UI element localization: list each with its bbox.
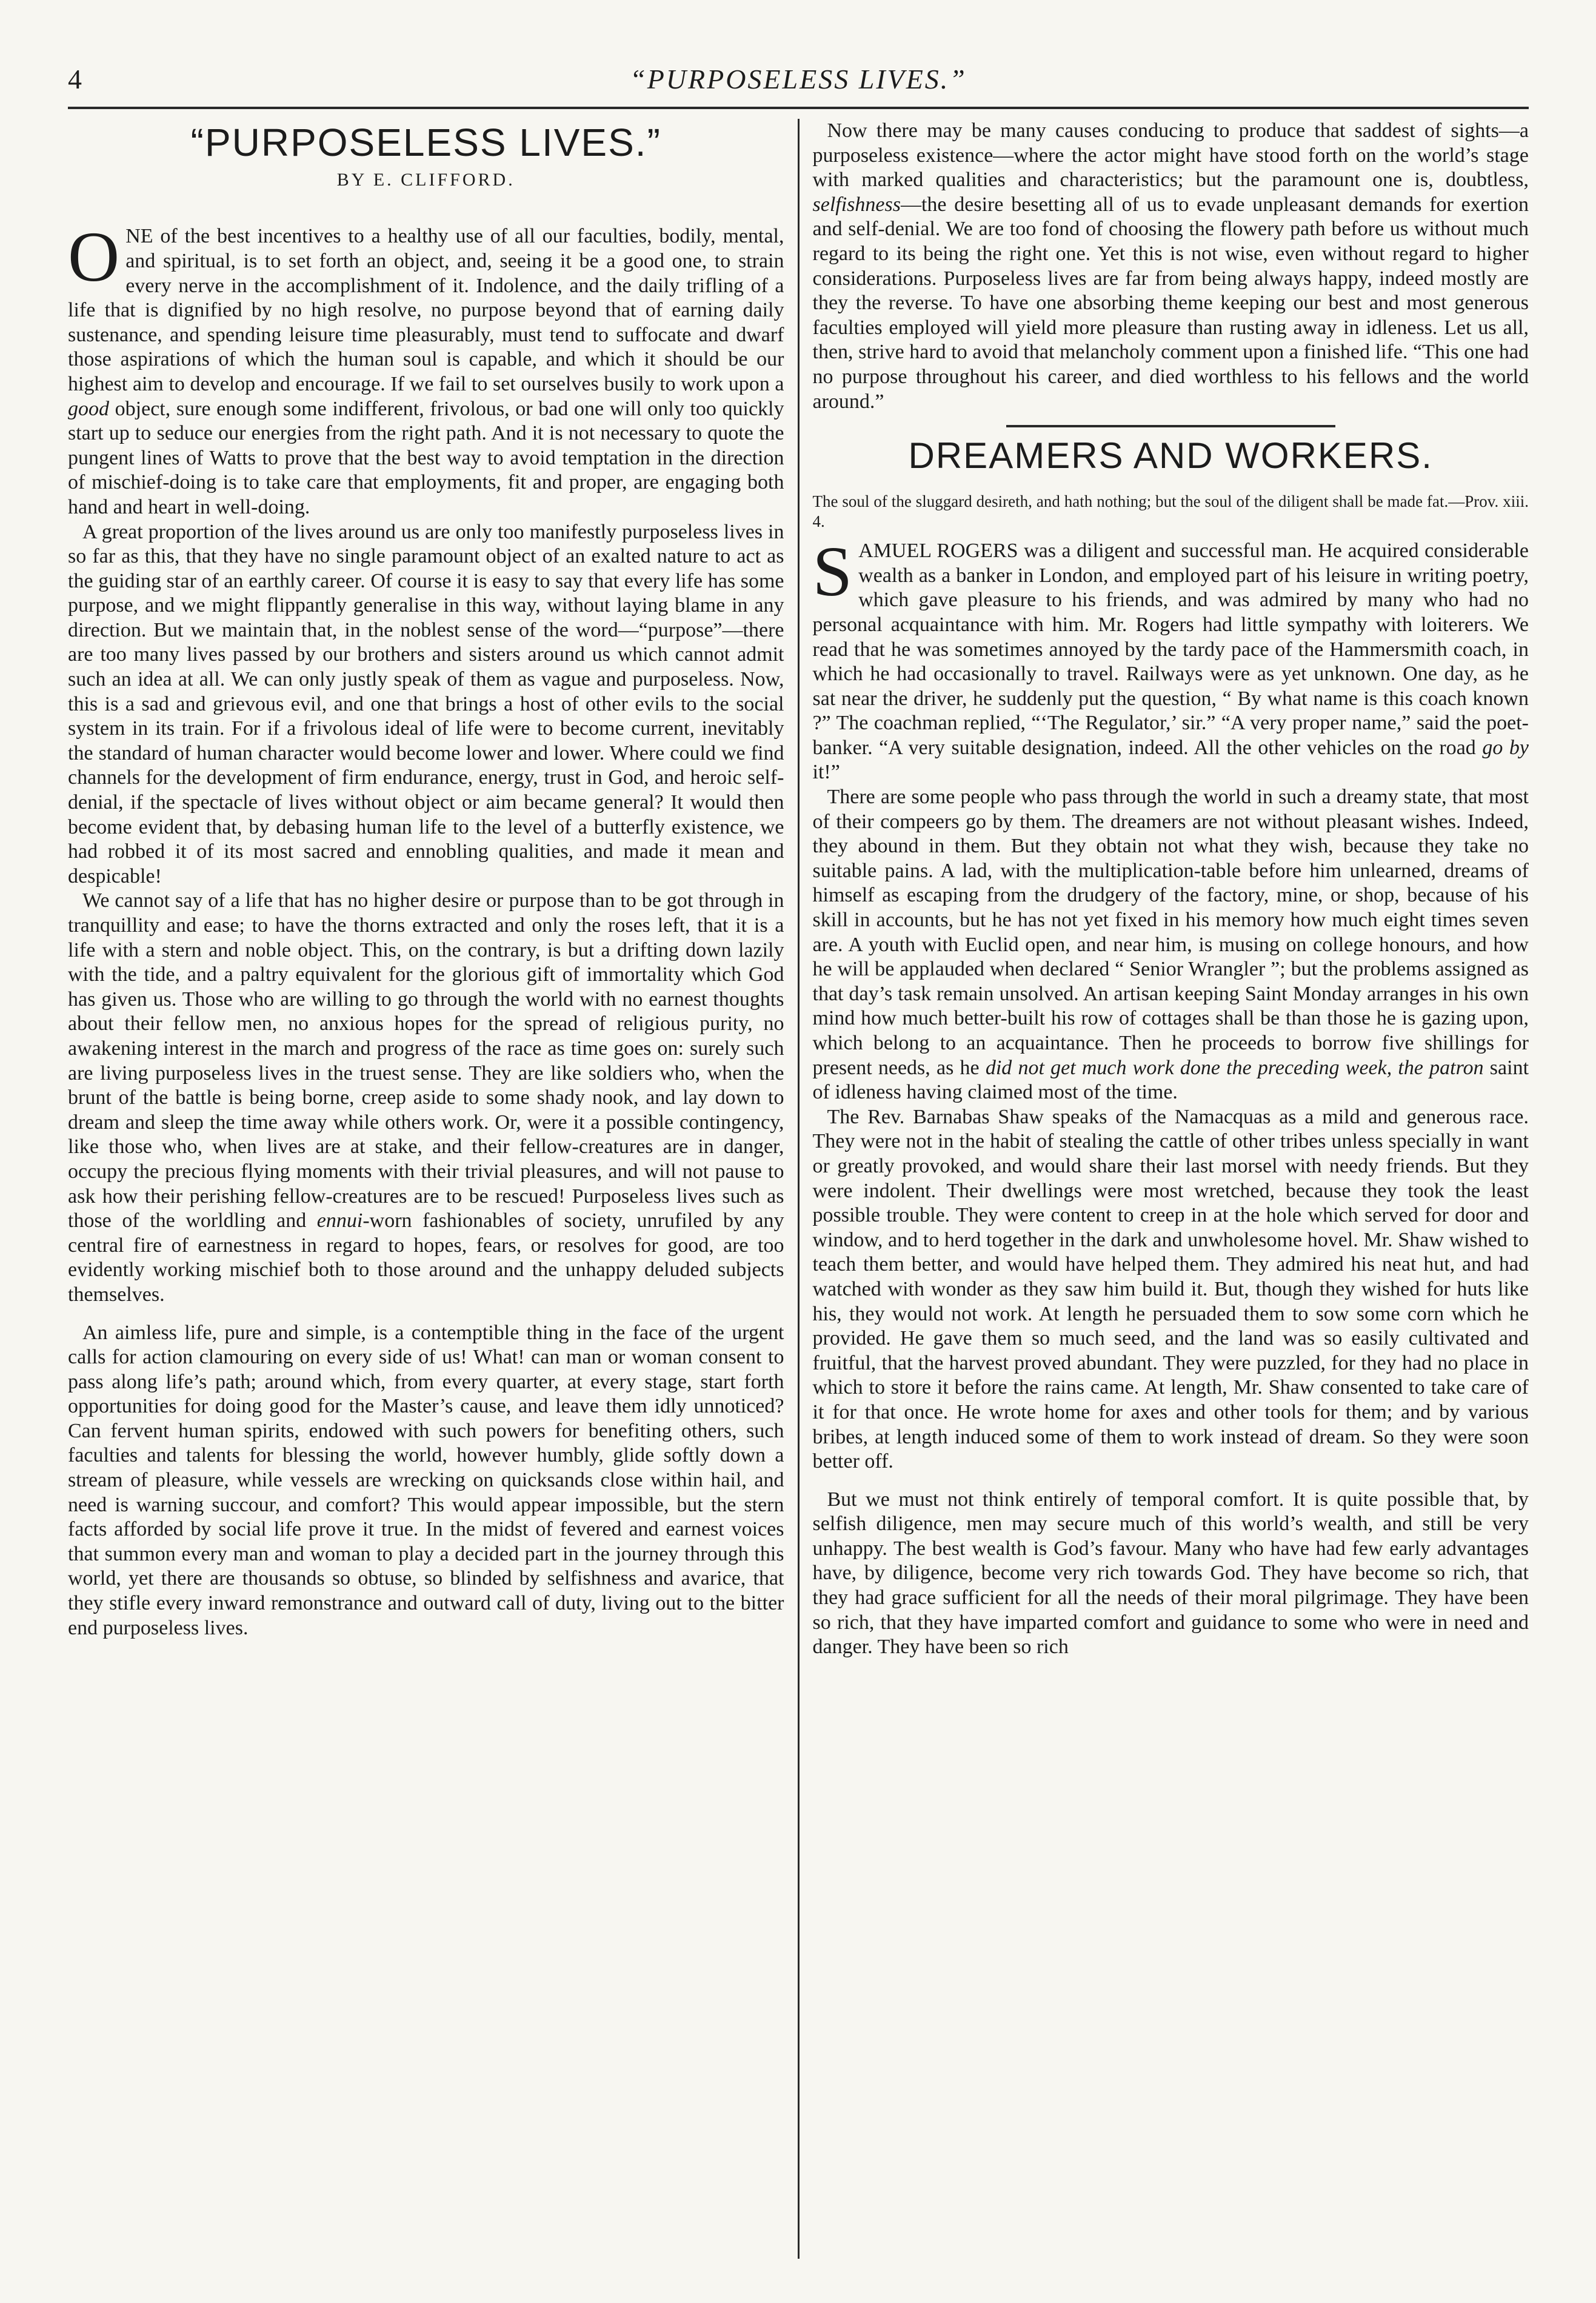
paragraph xyxy=(68,889,784,1307)
paragraph-text: There are some people who pass through the world in such a dreamy state, that most of their compeers go by them. The dreamers are not without pleasant wishes. Indeed, they abound in them. But they obtain not what they wish, because they take no suitable pains. A lad, with the multiplication-table before him unlearned, dreams of himself as escaping from the drudgery of the factory, mine, or shop, because of his skill in accounts, but he has not yet fixed in his memory how much eight times seven are. A youth with Euclid open, and near him, is musing on college honours, and how he will be applauded when declared “ Senior Wrangler ”; but the problems assigned as that day’s task remain unsolved. An artisan keeping Saint Monday arranges in his own mind how much better-built his row of cottages shall be than those he is gazing upon, which belong to an acquaintance. Then he proceeds to borrow five shillings for present needs, as he xyxy=(812,786,1529,1079)
drop-cap: S xyxy=(812,532,853,612)
paragraph-gap xyxy=(68,1308,784,1321)
paragraph-text: NE of the best incentives to a healthy use of all our faculties, bodily, mental, and spiritual, is to set forth an object, and, seeing it be a good one, to strain every nerve in the accomplishment of it. Indolence, and the daily trifling of a life that is dignified by no high resolve, no purpose beyond that of earning daily sustenance, and spending leisure time pleasurably, must tend to suffocate and dwarf those aspirations of which the human soul is capable, and which it should be our highest aim to develop and encourage. If we fail to set ourselves busily to work upon a xyxy=(68,225,784,395)
paragraph-text: object, sure enough some indifferent, frivolous, or bad one will only too quickly start up to seduce our energies from the right path. And it is not necessary to quote the pungent lines of Watts to prove that the best way to avoid temptation in the direction of mischief-doing is to take care that employments, fit and proper, are engaging both hand and heart in well-doing. xyxy=(68,397,784,518)
paragraph-text: —the desire besetting all of us to evade unpleasant demands for exertion and self-denial. We are too fond of choosing the flowery path before us without much regard to its being the right one. Yet this is not wise, even without regard to higher considerations. Purposeless lives are far from being always happy, indeed mostly are they the reverse. To have one absorbing theme keeping our best and most generous faculties employed will yield more pleasure than rusting away in idleness. Let us all, then, strive hard to avoid that melancholy comment upon a finished life. “This one had no purpose throughout his career, and died worthless to his fellows and the world around.” xyxy=(812,193,1529,413)
paragraph xyxy=(68,217,784,520)
italic-text: selfishness xyxy=(812,193,901,216)
running-title: “PURPOSELESS LIVES.” xyxy=(630,64,967,95)
section-divider xyxy=(1006,425,1335,427)
paragraph xyxy=(813,785,1529,1105)
page-number: 4 xyxy=(68,64,82,95)
paragraph-text: -worn fashionables of society, unrufiled by any central fire of earnestness in regard to hopes, fears, or resolves for good, are too evidently working mischief both to those around and the unhappy deluded subjects themselves. xyxy=(68,1209,784,1306)
paragraph xyxy=(813,119,1529,414)
paragraph-text: it!” xyxy=(812,761,840,784)
paragraph-text: We cannot say of a life that has no higher desire or purpose than to be got through in tranquillity and ease; to have the thorns extracted and only the roses left, that it is a life with a stern and noble object. This, on the contrary, is but a drifting down lazily with the tide, and a paltry equivalent for the glorious gift of immortality which God has given us. Those who are willing to go through the world with no earnest thoughts about their fellow men, no anxious hopes for the spread of religious purity, no awakening interest in the march and progress of the race as time goes on: surely such are living purposeless lives in the truest sense. They are like soldiers who, when the brunt of the battle is being borne, creep aside to some shady nook, and lay down to dream and sleep the time away while others work. Or, were it a possible contingency, like those who, when lives are at stake, and their fellow-creatures are in danger, occupy the precious flying moments with their trivial pleasures, and will not pause to ask how their perishing fellow-creatures are to be rescued! Purposeless lives such as those of the worldling and xyxy=(68,889,784,1232)
section-title: DREAMERS AND WORKERS. xyxy=(908,435,1433,476)
paragraph-text: saint of idleness having claimed most of the time. xyxy=(812,1056,1529,1104)
drop-cap: O xyxy=(68,217,120,297)
left-column xyxy=(68,119,798,2259)
paragraph-text: AMUEL ROGERS was a diligent and successful man. He acquired considerable wealth as a banker in London, and employed part of his leisure in writing poetry, which gave pleasure to his friends, and was admired by many who had no personal acquaintance with him. Mr. Rogers had little sympathy with loiterers. We read that he was sometimes annoyed by the tardy pace of the Hammersmith coach, in which he had occasionally to travel. Railways were as yet unknown. One day, as he sat near the driver, he suddenly put the question, “ By what name is this coach known ?” The coachman replied, “‘The Regulator,’ sir.” “A very proper name,” said the poet-banker. “A very suitable designation, indeed. All the other vehicles on the road xyxy=(812,540,1529,759)
paragraph: A great proportion of the lives around us are only too manifestly purposeless lives in so far as this, that they have no single paramount object of an exalted nature to act as the guiding star of an earthly career. Of course it is easy to say that every life has some purpose, and we might flippantly generalise in this way, without laying blame in any direction. But we maintain that, in the noblest sense of the word—“purpose”—there are too many lives passed by our brothers and sisters around us which cannot admit such an idea at all. We can only justly speak of them as vague and purposeless. Now, this is a sad and grievous evil, and one that brings a host of other evils to the social system in its train. For if a frivolous ideal of life were to become current, inevitably the standard of human character would become lower and lower. Where could we find channels for the development of firm endurance, energy, trust in God, and heroic self-denial, if the spectacle of lives without object or aim became general? It would then become evident that, by debasing human life to the level of a butterfly existence, we had robbed it of its most sacred and ennobling qualities, and made it mean and despicable! xyxy=(68,520,784,887)
byline: BY E. CLIFFORD. xyxy=(336,170,515,190)
paragraph-text: Now there may be many causes conducing to produce that saddest of sights—a purposeless existence—where the actor might have stood forth on the world’s stage with marked qualities and characteristics; but the paramount one is, doubtless, xyxy=(812,119,1529,192)
right-column xyxy=(800,119,1529,2259)
paragraph: The Rev. Barnabas Shaw speaks of the Namacquas as a mild and generous race. They were not in the habit of stealing the cattle of other tribes unless specially in want or greatly provoked, and would share their last morsel with needy friends. But they were indolent. Their dwellings were most wretched, because they took the least possible trouble. They were content to creep in at the hole which served for door and window, and to herd together in the dark and unwholesome hovel. Mr. Shaw wished to teach them better, and would have helped them. They admired his neat hut, and had watched with wonder as they saw him build it. But, though they wished for huts like his, they would not work. At length he persuaded them to sow some corn which he provided. He gave them so much seed, and the land was so easily cultivated and fruitful, that the harvest proved abundant. They were puzzled, for they had no place in which to store it before the rains came. At length, Mr. Shaw consented to take care of it for that once. He wrote home for axes and other tools for them; and by various bribes, at length induced some of them to work instead of dream. So they were soon better off. xyxy=(812,1105,1529,1473)
italic-text: did not get much work done the preceding week, the patron xyxy=(985,1056,1484,1079)
running-head xyxy=(68,58,1529,109)
columns xyxy=(68,119,1529,2259)
italic-text: good xyxy=(68,397,109,420)
epigraph: The soul of the sluggard desireth, and hath nothing; but the soul of the diligent shall be made fat.—Prov. xiii. 4. xyxy=(812,492,1529,531)
italic-text: ennui xyxy=(316,1209,363,1232)
page xyxy=(68,58,1529,2265)
paragraph: But we must not think entirely of temporal comfort. It is quite possible that, by selfish diligence, men may secure much of this world’s wealth, and still be very unhappy. The best wealth is God’s favour. Many who have had few early advantages have, by diligence, become very rich towards God. They have become so rich, that they had grace sufficient for all the needs of their moral pilgrimage. They have been so rich, that they have imparted comfort and guidance to some who were in need and danger. They have been so rich xyxy=(812,1488,1529,1659)
paragraph: An aimless life, pure and simple, is a contemptible thing in the face of the urgent calls for action clamouring on every side of us! What! can man or woman consent to pass along life’s path; around which, from every quarter, at every stage, start forth opportunities for doing good for the Master’s cause, and leave them idly unnoticed? Can fervent human spirits, endowed with such powers for benefiting others, such faculties and talents for blessing the world, however humbly, glide softly down a stream of pleasure, while vessels are wrecking on quicksands close within hail, and need is warning succour, and comfort? This would appear impossible, but the stern facts afforded by social life prove it true. In the midst of fevered and earnest voices that summon every man and woman to play a decided part in the journey through this world, yet there are thousands so obtuse, so blinded by selfishness and avarice, that they stifle every inward remonstrance and outward call of duty, living out to the bitter end purposeless lives. xyxy=(68,1321,784,1639)
italic-text: go by xyxy=(1482,736,1529,759)
paragraph xyxy=(812,532,1529,785)
paragraph-gap xyxy=(813,1474,1529,1488)
article-title: “PURPOSELESS LIVES.” xyxy=(190,121,661,164)
